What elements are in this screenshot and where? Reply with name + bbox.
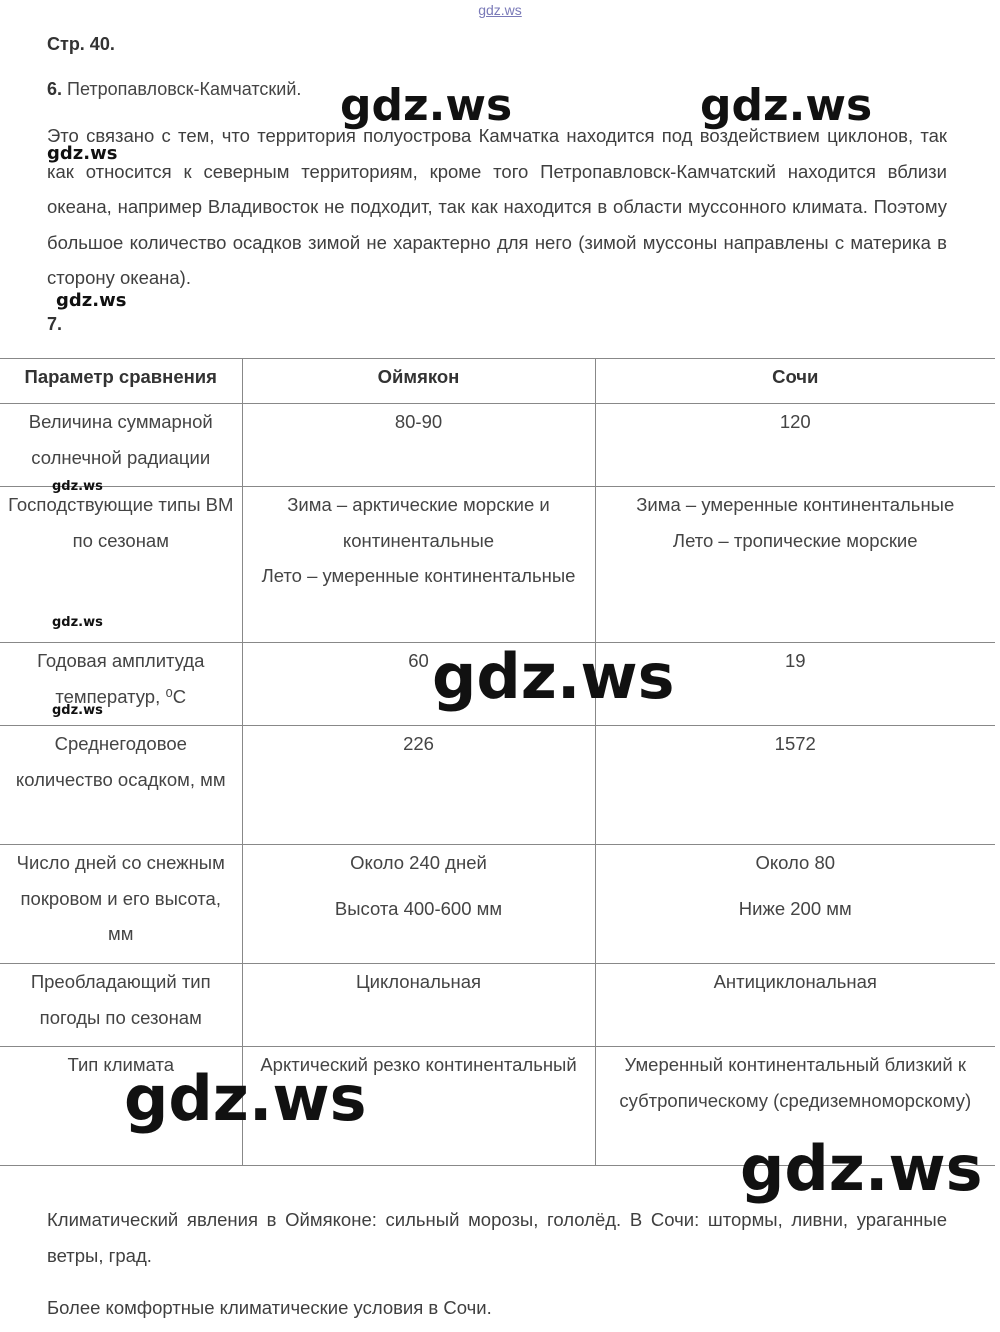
watermark-logo: gdz.ws xyxy=(740,1132,983,1205)
question-6-explanation: Это связано с тем, что территория полуострова Камчатка находится под воздействием циклонов, так как относится к северным территориям, кроме того Петропавловск-Камчатский находится вблизи океана, например Владивосток не подходит, так как находится в области муссонного климата. Поэтому большое количество осадков зимой не характерно для него (зимой муссоны направлены с материка в сторону океана). xyxy=(47,125,947,288)
watermark-logo: gdz.ws xyxy=(52,615,103,630)
sochi-cell xyxy=(595,845,995,964)
page-label: Стр. 40. xyxy=(47,34,115,54)
cell-line: Антициклональная xyxy=(713,971,877,992)
sochi-cell xyxy=(595,404,995,487)
cell-line: Умеренный континентальный близкий к субтропическому (средиземноморскому) xyxy=(619,1054,972,1111)
question-6-answer: Петропавловск-Камчатский. xyxy=(67,79,302,99)
climate-phenomena-paragraph: Климатический явления в Оймяконе: сильный морозы, гололёд. В Сочи: штормы, ливни, ураганные ветры, град. xyxy=(47,1209,947,1266)
table-row xyxy=(0,845,995,964)
header-oymyakon: Оймякон xyxy=(242,359,595,404)
watermark-logo: gdz.ws xyxy=(432,640,675,713)
cell-line: Около 80 xyxy=(755,852,836,873)
cell-line: Зима – умеренные континентальные xyxy=(636,494,955,515)
cell-line: 80-90 xyxy=(394,411,443,432)
cell-line: 120 xyxy=(779,411,811,432)
question-7-number: 7. xyxy=(47,314,63,334)
cell-line: Высота 400-600 мм xyxy=(334,897,503,919)
watermark-logo: gdz.ws xyxy=(340,80,513,131)
cell-line: 60 xyxy=(408,650,429,671)
watermark-logo: gdz.ws xyxy=(700,80,873,131)
param-cell: Среднегодовое количество осадком, мм xyxy=(0,726,242,845)
cell-line: Около 240 дней xyxy=(350,852,487,873)
param-cell: Годовая амплитуда температур, ⁰С xyxy=(0,643,242,726)
header-parameter: Параметр сравнения xyxy=(0,359,242,404)
param-cell: Преобладающий тип погоды по сезонам xyxy=(0,964,242,1047)
cell-line: Ниже 200 мм xyxy=(738,897,852,919)
cell-line: Циклональная xyxy=(355,971,482,992)
cell-line: 226 xyxy=(403,733,434,754)
param-cell: Господствующие типы ВМ по сезонам xyxy=(0,487,242,643)
param-cell: Величина суммарной солнечной радиации xyxy=(0,404,242,487)
watermark-logo: gdz.ws xyxy=(52,703,103,718)
question-6-number: 6. xyxy=(47,79,63,99)
sochi-cell xyxy=(595,964,995,1047)
watermark-logo: gdz.ws xyxy=(124,1062,367,1135)
cell-line: 1572 xyxy=(774,733,816,754)
cell-line: Лето – тропические морские xyxy=(672,529,918,551)
table-row xyxy=(0,964,995,1047)
cell-line: Зима – арктические морские и континентальные xyxy=(287,494,550,551)
oymyakon-cell xyxy=(242,487,595,643)
table-row xyxy=(0,404,995,487)
watermark-logo: gdz.ws xyxy=(56,290,127,311)
cell-line: 19 xyxy=(784,650,806,671)
table-header-row xyxy=(0,359,995,404)
sochi-cell xyxy=(595,726,995,845)
oymyakon-cell xyxy=(242,845,595,964)
param-cell: Число дней со снежным покровом и его высота, мм xyxy=(0,845,242,964)
watermark-logo: gdz.ws xyxy=(47,143,118,164)
oymyakon-cell xyxy=(242,964,595,1047)
oymyakon-cell xyxy=(242,404,595,487)
watermark-top-link[interactable]: gdz.ws xyxy=(478,2,522,18)
cell-line: Лето – умеренные континентальные xyxy=(261,565,576,586)
cell-line: Арктический резко континентальный xyxy=(260,1054,577,1075)
param-cell: Тип климата xyxy=(0,1047,242,1166)
watermark-logo: gdz.ws xyxy=(52,479,103,494)
header-sochi: Сочи xyxy=(595,359,995,404)
sochi-cell xyxy=(595,487,995,643)
oymyakon-cell xyxy=(242,726,595,845)
table-row xyxy=(0,726,995,845)
table-row xyxy=(0,487,995,643)
comparison-table xyxy=(0,358,995,1166)
question-6 xyxy=(47,79,301,100)
comfort-conclusion-paragraph: Более комфортные климатические условия в Сочи. xyxy=(47,1297,492,1318)
